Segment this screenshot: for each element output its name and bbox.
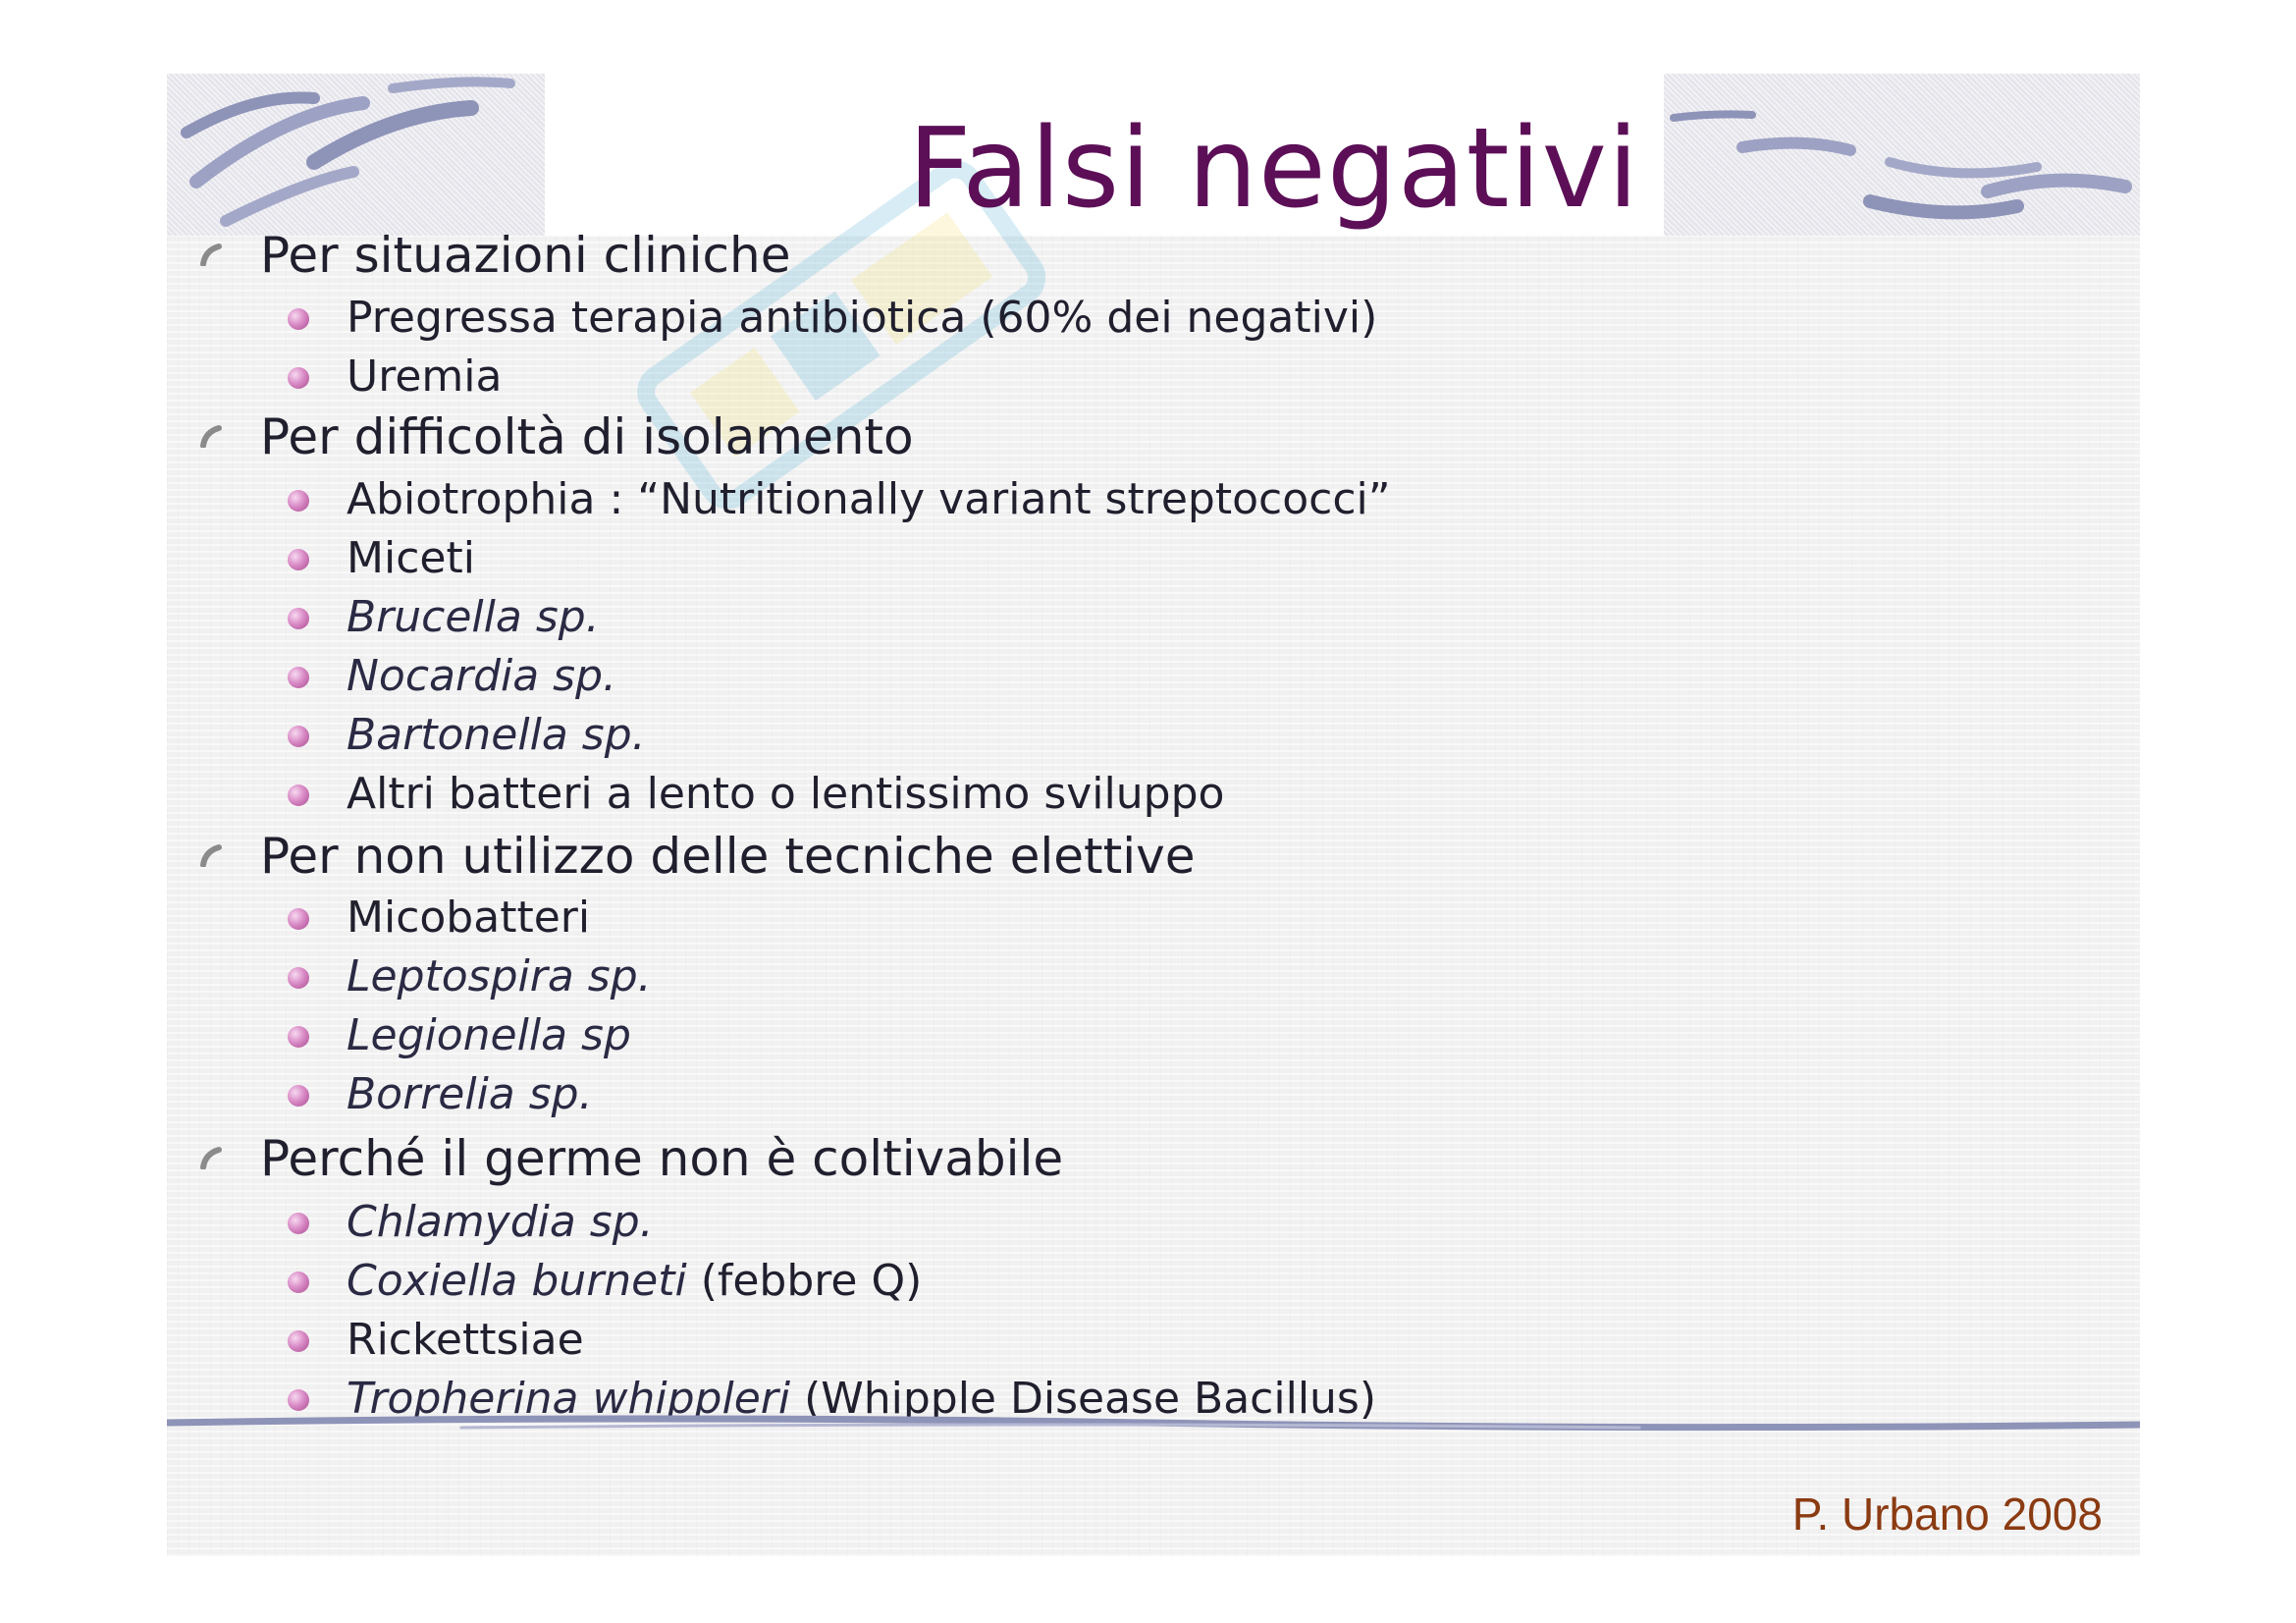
curved-stroke-icon (199, 1146, 223, 1169)
section-heading: Per difficoltà di isolamento (260, 412, 914, 461)
curved-stroke-icon (199, 843, 223, 867)
list-item: Altri batteri a lento o lentissimo sviluppo (347, 773, 1224, 816)
list-item: Pregressa terapia antibiotica (60% dei negativi) (347, 297, 1377, 340)
list-item: Coxiella burneti (febbre Q) (347, 1260, 922, 1303)
pink-dot-icon (288, 1389, 309, 1411)
pink-dot-icon (288, 726, 309, 747)
pink-dot-icon (288, 1271, 309, 1293)
curved-stroke-icon (199, 424, 223, 448)
pink-dot-icon (288, 908, 309, 930)
pink-dot-icon (288, 367, 309, 389)
list-item: Borrelia sp. (347, 1073, 593, 1116)
list-item: Legionella sp (347, 1014, 631, 1057)
list-item: Bartonella sp. (347, 714, 646, 757)
list-item: Miceti (347, 537, 475, 580)
section-heading: Per situazioni cliniche (260, 231, 790, 280)
pink-dot-icon (288, 608, 309, 629)
list-item: Brucella sp. (347, 596, 600, 639)
list-item: Leptospira sp. (347, 955, 652, 999)
curved-stroke-icon (199, 243, 223, 266)
pink-dot-icon (288, 490, 309, 512)
list-item: Uremia (347, 355, 502, 399)
slide-title: Falsi negativi (907, 105, 1639, 233)
footer-credit: P. Urbano 2008 (1791, 1488, 2103, 1540)
list-item: Rickettsiae (347, 1319, 584, 1362)
list-item: Micobatteri (347, 896, 590, 940)
pink-dot-icon (288, 1213, 309, 1234)
list-item: Abiotrophia : “Nutritionally variant streptococci” (347, 478, 1391, 521)
pink-dot-icon (288, 1026, 309, 1048)
slide (167, 74, 2140, 1556)
pink-dot-icon (288, 1085, 309, 1107)
pink-dot-icon (288, 1330, 309, 1352)
pink-dot-icon (288, 784, 309, 806)
list-item: Tropherina whippleri (Whipple Disease Bacillus) (347, 1378, 1376, 1421)
pink-dot-icon (288, 549, 309, 570)
pink-dot-icon (288, 308, 309, 330)
section-heading: Perché il germe non è coltivabile (260, 1134, 1063, 1183)
list-item: Nocardia sp. (347, 655, 616, 698)
pink-dot-icon (288, 967, 309, 989)
list-item: Chlamydia sp. (347, 1201, 654, 1244)
pink-dot-icon (288, 667, 309, 688)
section-heading: Per non utilizzo delle tecniche elettive (260, 832, 1195, 881)
bottom-divider (167, 1411, 2140, 1434)
